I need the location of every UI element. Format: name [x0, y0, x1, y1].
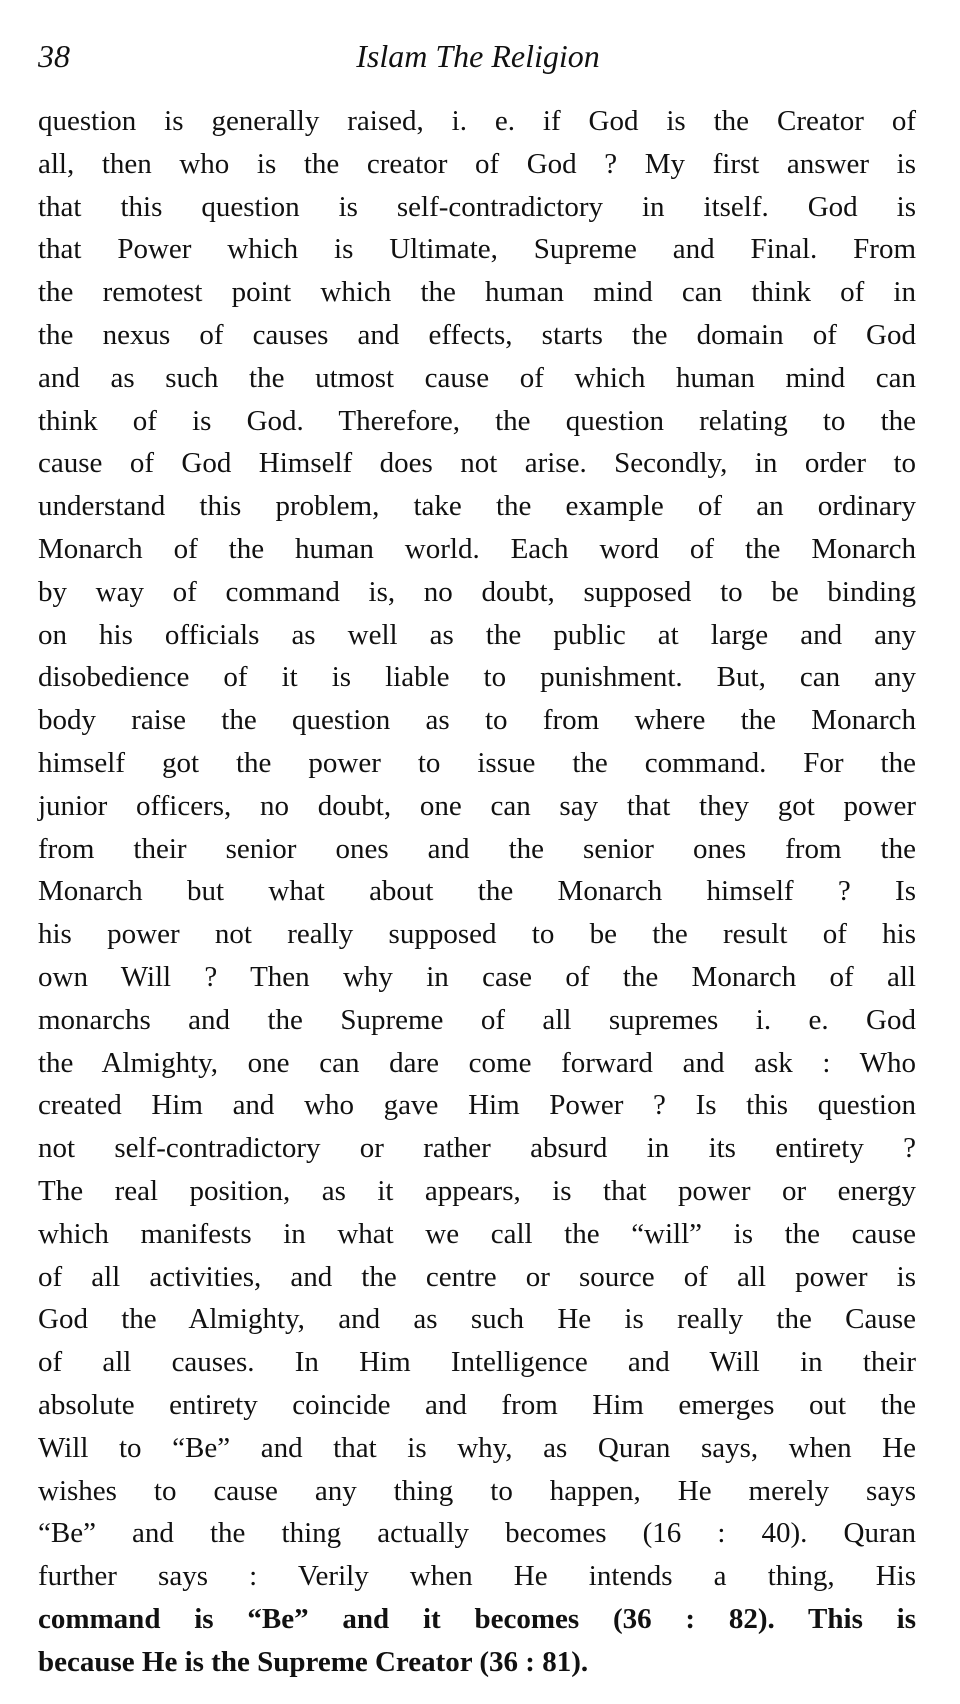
text-line: disobedience of it is liable to punishment. But, can any	[38, 661, 916, 694]
text-line: Will to “Be” and that is why, as Quran says, when He	[38, 1431, 916, 1464]
text-line: of all causes. In Him Intelligence and Will in their	[38, 1346, 916, 1379]
text-line: think of is God. Therefore, the question relating to the	[38, 404, 916, 437]
text-line: created Him and who gave Him Power ? Is this question	[38, 1089, 916, 1122]
text-line: junior officers, no doubt, one can say that they got power	[38, 789, 916, 822]
text-line: understand this problem, take the example of an ordinary	[38, 490, 916, 523]
text-line: himself got the power to issue the command. For the	[38, 746, 916, 779]
text-line: not self-contradictory or rather absurd in its entirety ?	[38, 1132, 916, 1165]
text-line: Monarch of the human world. Each word of the Monarch	[38, 532, 916, 565]
text-line: the remotest point which the human mind can think of in	[38, 276, 916, 309]
text-line: body raise the question as to from where the Monarch	[38, 704, 916, 737]
text-line: cause of God Himself does not arise. Secondly, in order to	[38, 447, 916, 480]
text-line: Monarch but what about the Monarch himself ? Is	[38, 875, 916, 908]
text-line: The real position, as it appears, is that power or energy	[38, 1174, 916, 1207]
text-line: absolute entirety coincide and from Him emerges out the	[38, 1388, 916, 1421]
text-line: from their senior ones and the senior ones from the	[38, 832, 916, 865]
text-line: which manifests in what we call the “will” is the cause	[38, 1217, 916, 1250]
text-line: question is generally raised, i. e. if God is the Creator of	[38, 105, 916, 137]
body-text	[38, 100, 916, 1683]
text-line: God the Almighty, and as such He is really the Cause	[38, 1303, 916, 1336]
text-line: “Be” and the thing actually becomes (16 : 40). Quran	[38, 1517, 916, 1550]
page-header	[38, 30, 918, 82]
text-line: the Almighty, one can dare come forward and ask : Who	[38, 1046, 916, 1079]
text-line: command is “Be” and it becomes (36 : 82). This is	[38, 1602, 916, 1635]
text-line: wishes to cause any thing to happen, He merely says	[38, 1474, 916, 1507]
text-line: because He is the Supreme Creator (36 : 81).	[38, 1645, 589, 1678]
text-line: further says : Verily when He intends a thing, His	[38, 1560, 916, 1593]
text-line: that Power which is Ultimate, Supreme and Final. From	[38, 233, 916, 266]
text-line: all, then who is the creator of God ? My first answer is	[38, 147, 916, 180]
page-number: 38	[38, 38, 70, 74]
text-line: that this question is self-contradictory in itself. God is	[38, 190, 916, 223]
text-line: by way of command is, no doubt, supposed to be binding	[38, 575, 916, 608]
text-line: on his officials as well as the public at large and any	[38, 618, 916, 651]
text-line: the nexus of causes and effects, starts the domain of God	[38, 318, 916, 351]
running-title: Islam The Religion	[356, 38, 600, 74]
text-line: his power not really supposed to be the result of his	[38, 918, 916, 951]
text-line: monarchs and the Supreme of all supremes i. e. God	[38, 1003, 916, 1036]
text-line: own Will ? Then why in case of the Monarch of all	[38, 960, 916, 993]
text-line: of all activities, and the centre or source of all power is	[38, 1260, 916, 1293]
text-line: and as such the utmost cause of which human mind can	[38, 361, 916, 394]
